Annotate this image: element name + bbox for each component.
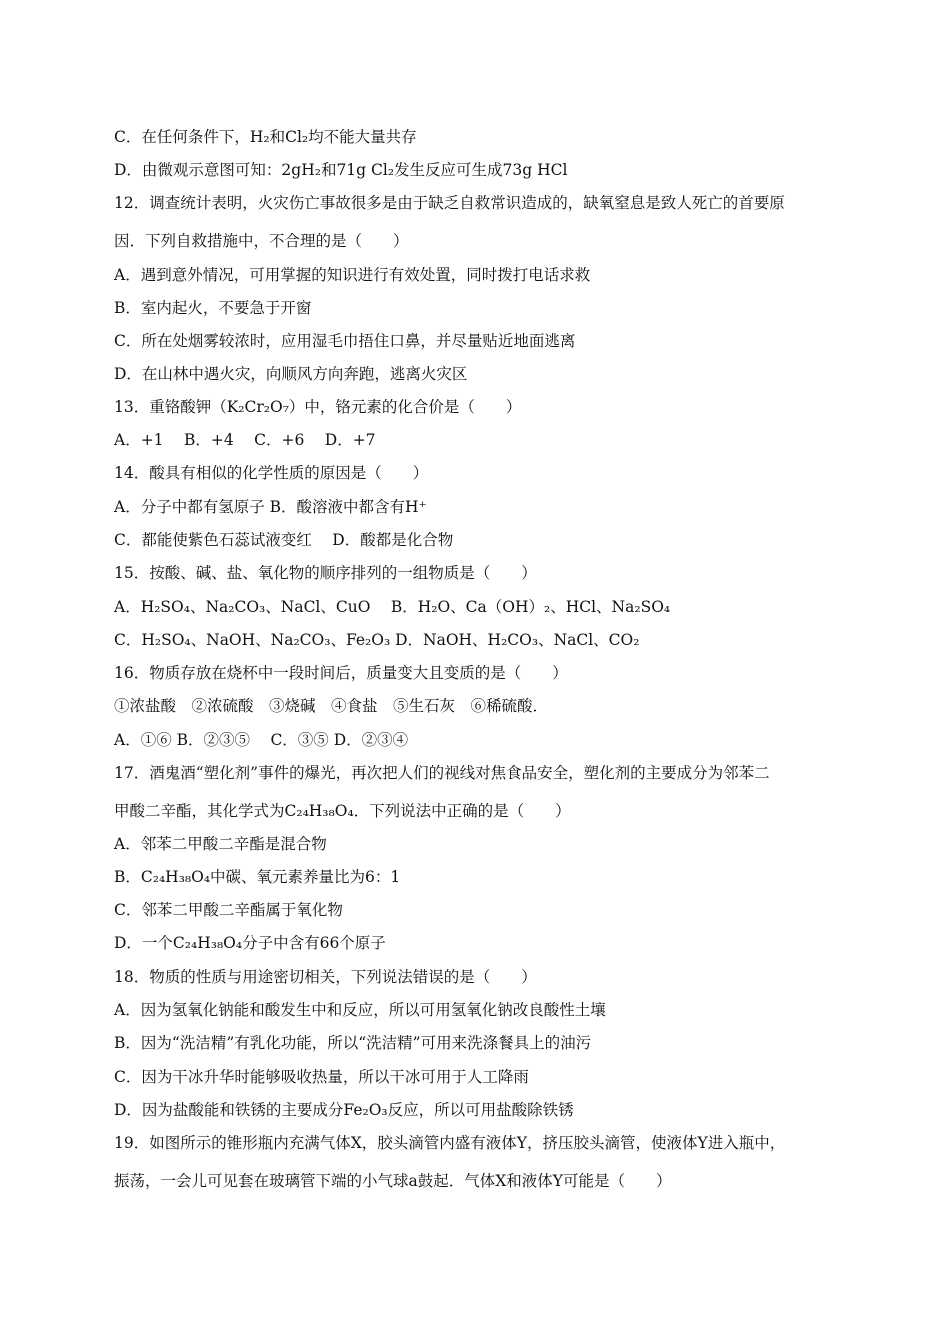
question-14-stem: 14．酸具有相似的化学性质的原因是（ ） [114, 464, 429, 482]
options-13: A．+1 B．+4 C．+6 D．+7 [114, 431, 376, 449]
option-12b: B．室内起火，不要急于开窗 [114, 299, 312, 317]
option-12d: D．在山林中遇火灾，向顺风方向奔跑，逃离火灾区 [114, 365, 468, 383]
question-16-stem: 16．物质存放在烧杯中一段时间后，质量变大且变质的是（ ） [114, 664, 568, 682]
option-18c: C．因为干冰升华时能够吸收热量，所以干冰可用于人工降雨 [114, 1068, 529, 1086]
options-14ab: A．分子中都有氢原子 B．酸溶液中都含有H⁺ [114, 498, 427, 516]
options-14cd: C．都能使紫色石蕊试液变红 D．酸都是化合物 [114, 531, 454, 549]
option-18b: B．因为“洗洁精”有乳化功能，所以“洗洁精”可用来洗涤餐具上的油污 [114, 1034, 592, 1052]
option-12a: A．遇到意外情况，可用掌握的知识进行有效处置，同时拨打电话求救 [114, 266, 591, 284]
question-19-stem: 19．如图所示的锥形瓶内充满气体X，胶头滴管内盛有液体Y，挤压胶头滴管，使液体Y进入瓶中， [114, 1134, 786, 1152]
option-17a: A．邻苯二甲酸二辛酯是混合物 [114, 835, 327, 853]
option-18d: D．因为盐酸能和铁锈的主要成分Fe₂O₃反应，所以可用盐酸除铁锈 [114, 1101, 574, 1119]
question-13-stem: 13．重铬酸钾（K₂Cr₂O₇）中，铬元素的化合价是（ ） [114, 398, 522, 416]
option-12c: C．所在处烟雾较浓时，应用湿毛巾捂住口鼻，并尽量贴近地面逃离 [114, 332, 576, 350]
question-12-stem: 12．调查统计表明，火灾伤亡事故很多是由于缺乏自救常识造成的，缺氧窒息是致人死亡的首要原 [114, 194, 785, 212]
question-17-stem-cont: 甲酸二辛酯，其化学式为C₂₄H₃₈O₄．下列说法中正确的是（ ） [114, 802, 571, 820]
options-15cd: C．H₂SO₄、NaOH、Na₂CO₃、Fe₂O₃ D．NaOH、H₂CO₃、NaCl、CO₂ [114, 631, 640, 649]
options-16: A．①⑥ B．②③⑤ C．③⑤ D．②③④ [114, 731, 409, 749]
question-19-stem-cont: 振荡，一会儿可见套在玻璃管下端的小气球a鼓起．气体X和液体Y可能是（ ） [114, 1172, 672, 1190]
option-11d: D．由微观示意图可知：2gH₂和71g Cl₂发生反应可生成73g HCl [114, 161, 568, 179]
option-17b: B．C₂₄H₃₈O₄中碳、氧元素养量比为6：1 [114, 868, 401, 886]
question-16-items: ①浓盐酸 ②浓硫酸 ③烧碱 ④食盐 ⑤生石灰 ⑥稀硫酸． [114, 697, 549, 715]
option-17d: D．一个C₂₄H₃₈O₄分子中含有66个原子 [114, 934, 386, 952]
question-18-stem: 18．物质的性质与用途密切相关，下列说法错误的是（ ） [114, 968, 537, 986]
question-15-stem: 15．按酸、碱、盐、氧化物的顺序排列的一组物质是（ ） [114, 564, 537, 582]
option-17c: C．邻苯二甲酸二辛酯属于氧化物 [114, 901, 343, 919]
option-11c: C．在任何条件下，H₂和Cl₂均不能大量共存 [114, 128, 417, 146]
question-12-stem-cont: 因．下列自救措施中，不合理的是（ ） [114, 232, 409, 250]
option-18a: A．因为氢氧化钠能和酸发生中和反应，所以可用氢氧化钠改良酸性土壤 [114, 1001, 606, 1019]
options-15ab: A．H₂SO₄、Na₂CO₃、NaCl、CuO B．H₂O、Ca（OH）₂、HCl、Na₂SO₄ [114, 598, 671, 616]
question-17-stem: 17．酒鬼酒“塑化剂”事件的爆光，再次把人们的视线对焦食品安全，塑化剂的主要成分为邻苯二 [114, 764, 770, 782]
